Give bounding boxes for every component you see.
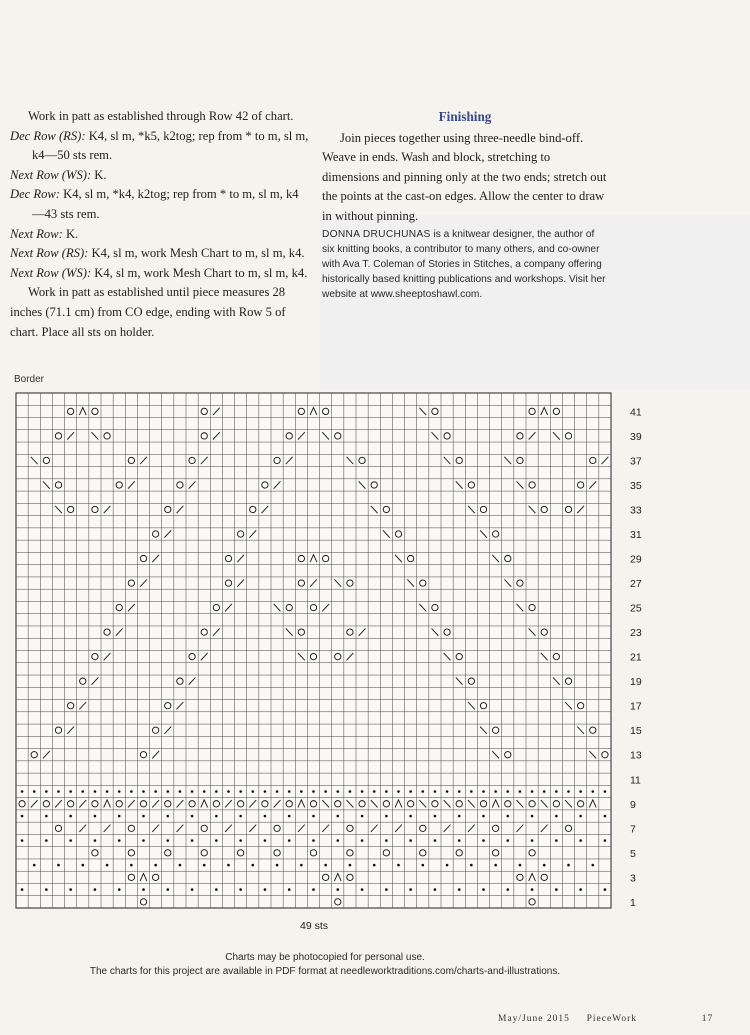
row-number-label: 29 (630, 553, 642, 566)
purl-dot-symbol (543, 790, 546, 793)
purl-dot-symbol (118, 790, 121, 793)
purl-dot-symbol (555, 815, 558, 818)
row-number-label: 21 (630, 651, 642, 664)
purl-dot-symbol (288, 815, 291, 818)
purl-dot-symbol (264, 839, 267, 842)
finishing-text: Join pieces together using three-needle bind-off. Weave in ends. Wash and block, stretching to dimensions and pinning only at the two ends; stretch out the points at the cast-on edges. Allow the center to draw in without pinning. (322, 130, 607, 223)
purl-dot-symbol (94, 815, 97, 818)
purl-dot-symbol (264, 888, 267, 891)
purl-dot-symbol (409, 888, 412, 891)
purl-dot-symbol (94, 888, 97, 891)
row-number-label: 3 (630, 872, 636, 885)
purl-dot-symbol (579, 790, 582, 793)
purl-dot-symbol (336, 839, 339, 842)
purl-dot-symbol (494, 790, 497, 793)
purl-dot-symbol (142, 888, 145, 891)
purl-dot-symbol (69, 790, 72, 793)
magazine-name: PieceWork (586, 1014, 638, 1024)
purl-dot-symbol (45, 790, 48, 793)
purl-dot-symbol (385, 888, 388, 891)
purl-dot-symbol (531, 790, 534, 793)
purl-dot-symbol (604, 790, 607, 793)
purl-dot-symbol (130, 790, 133, 793)
purl-dot-symbol (324, 864, 327, 867)
purl-dot-symbol (567, 790, 570, 793)
purl-dot-symbol (45, 815, 48, 818)
instruction-next-row-ws2: Next Row (WS): K4, sl m, work Mesh Chart to m, sl m, k4. (10, 265, 308, 280)
purl-dot-symbol (264, 790, 267, 793)
purl-dot-symbol (458, 790, 461, 793)
purl-dot-symbol (458, 815, 461, 818)
purl-dot-symbol (239, 888, 242, 891)
purl-dot-symbol (409, 839, 412, 842)
purl-dot-symbol (215, 888, 218, 891)
purl-dot-symbol (142, 790, 145, 793)
purl-dot-symbol (482, 790, 485, 793)
purl-dot-symbol (94, 790, 97, 793)
purl-dot-symbol (179, 864, 182, 867)
purl-dot-symbol (336, 815, 339, 818)
purl-dot-symbol (21, 815, 24, 818)
purl-dot-symbol (312, 888, 315, 891)
purl-dot-symbol (543, 864, 546, 867)
purl-dot-symbol (397, 864, 400, 867)
row-number-label: 1 (630, 896, 636, 909)
purl-dot-symbol (312, 790, 315, 793)
purl-dot-symbol (506, 839, 509, 842)
purl-dot-symbol (604, 815, 607, 818)
purl-dot-symbol (555, 790, 558, 793)
purl-dot-symbol (482, 888, 485, 891)
purl-dot-symbol (458, 839, 461, 842)
purl-dot-symbol (385, 839, 388, 842)
purl-dot-symbol (191, 888, 194, 891)
purl-dot-symbol (288, 790, 291, 793)
purl-dot-symbol (191, 815, 194, 818)
purl-dot-symbol (434, 790, 437, 793)
purl-dot-symbol (446, 864, 449, 867)
purl-dot-symbol (69, 815, 72, 818)
purl-dot-symbol (142, 815, 145, 818)
purl-dot-symbol (69, 888, 72, 891)
purl-dot-symbol (482, 839, 485, 842)
purl-dot-symbol (288, 888, 291, 891)
purl-dot-symbol (336, 888, 339, 891)
purl-dot-symbol (203, 790, 206, 793)
purl-dot-symbol (276, 864, 279, 867)
designer-bio: DONNA DRUCHUNAS is a knitwear designer, the author of six knitting books, a contributor to many others, and co-owner with Ava T. Coleman of Stories in Stitches, a company offering historically based knitting publications and workshops. Visit her website at www.sheeptoshawl.com. (322, 228, 606, 301)
purl-dot-symbol (142, 839, 145, 842)
purl-dot-symbol (458, 888, 461, 891)
purl-dot-symbol (179, 790, 182, 793)
purl-dot-symbol (69, 839, 72, 842)
instruction-dec-row-rs: Dec Row (RS): K4, sl m, *k5, k2tog; rep from * to m, sl m, k4—50 sts rem. (10, 128, 309, 163)
purl-dot-symbol (81, 864, 84, 867)
purl-dot-symbol (57, 864, 60, 867)
purl-dot-symbol (300, 864, 303, 867)
purl-dot-symbol (312, 839, 315, 842)
purl-dot-symbol (264, 815, 267, 818)
purl-dot-symbol (276, 790, 279, 793)
purl-dot-symbol (239, 790, 242, 793)
purl-dot-symbol (166, 888, 169, 891)
purl-dot-symbol (421, 790, 424, 793)
row-number-label: 5 (630, 847, 636, 860)
purl-dot-symbol (45, 839, 48, 842)
purl-dot-symbol (215, 815, 218, 818)
row-number-label: 23 (630, 627, 642, 640)
instruction-next-row-ws: Next Row (WS): K. (10, 167, 107, 182)
purl-dot-symbol (21, 888, 24, 891)
purl-dot-symbol (154, 790, 157, 793)
purl-dot-symbol (434, 839, 437, 842)
purl-dot-symbol (470, 790, 473, 793)
purl-dot-symbol (397, 790, 400, 793)
purl-dot-symbol (506, 790, 509, 793)
purl-dot-symbol (21, 790, 24, 793)
purl-dot-symbol (361, 790, 364, 793)
purl-dot-symbol (519, 864, 522, 867)
purl-dot-symbol (470, 864, 473, 867)
purl-dot-symbol (349, 864, 352, 867)
purl-dot-symbol (227, 790, 230, 793)
row-number-label: 27 (630, 578, 642, 591)
row-number-label: 9 (630, 798, 636, 811)
purl-dot-symbol (604, 839, 607, 842)
purl-dot-symbol (118, 839, 121, 842)
purl-dot-symbol (385, 790, 388, 793)
purl-dot-symbol (361, 815, 364, 818)
page-footer (498, 1014, 728, 1024)
purl-dot-symbol (215, 790, 218, 793)
purl-dot-symbol (21, 839, 24, 842)
row-number-label: 25 (630, 602, 642, 615)
purl-dot-symbol (531, 888, 534, 891)
purl-dot-symbol (555, 888, 558, 891)
purl-dot-symbol (434, 888, 437, 891)
purl-dot-symbol (288, 839, 291, 842)
purl-dot-symbol (312, 815, 315, 818)
purl-dot-symbol (421, 864, 424, 867)
purl-dot-symbol (361, 888, 364, 891)
purl-dot-symbol (434, 815, 437, 818)
purl-dot-symbol (591, 864, 594, 867)
purl-dot-symbol (531, 815, 534, 818)
purl-dot-symbol (118, 815, 121, 818)
purl-dot-symbol (591, 790, 594, 793)
purl-dot-symbol (555, 839, 558, 842)
row-number-label: 35 (630, 479, 642, 492)
row-number-label: 13 (630, 749, 642, 762)
purl-dot-symbol (506, 888, 509, 891)
purl-dot-symbol (531, 839, 534, 842)
stitch-count-label: 49 sts (300, 920, 329, 932)
purl-dot-symbol (154, 864, 157, 867)
purl-dot-symbol (482, 815, 485, 818)
row-number-label: 11 (630, 774, 641, 787)
purl-dot-symbol (336, 790, 339, 793)
row-number-label: 15 (630, 725, 642, 738)
finishing-heading: Finishing (438, 109, 492, 124)
purl-dot-symbol (239, 839, 242, 842)
purl-dot-symbol (494, 864, 497, 867)
purl-dot-symbol (33, 790, 36, 793)
instruction-next-row-rs2: Next Row (RS): K4, sl m, work Mesh Chart to m, sl m, k4. (10, 246, 305, 261)
instruction-p1: Work in patt as established through Row 42 of chart. (28, 109, 294, 123)
purl-dot-symbol (409, 815, 412, 818)
purl-dot-symbol (191, 790, 194, 793)
instruction-next-row: Next Row: K. (10, 226, 79, 241)
purl-dot-symbol (166, 815, 169, 818)
row-number-label: 33 (630, 504, 642, 517)
purl-dot-symbol (45, 888, 48, 891)
row-number-label: 39 (630, 430, 642, 443)
chart-notes (0, 951, 650, 979)
purl-dot-symbol (94, 839, 97, 842)
instruction-final: Work in patt as established until piece measures 28 inches (71.1 cm) from CO edge, ending with Row 5 of chart. Place all sts on holder. (10, 285, 286, 339)
purl-dot-symbol (506, 815, 509, 818)
purl-dot-symbol (361, 839, 364, 842)
purl-dot-symbol (373, 790, 376, 793)
page-number: 17 (701, 1014, 714, 1024)
purl-dot-symbol (33, 864, 36, 867)
purl-dot-symbol (349, 790, 352, 793)
purl-dot-symbol (446, 790, 449, 793)
purl-dot-symbol (579, 815, 582, 818)
purl-dot-symbol (191, 839, 194, 842)
purl-dot-symbol (373, 864, 376, 867)
row-number-label: 17 (630, 700, 642, 713)
row-number-label: 41 (630, 406, 642, 419)
pdf-note: The charts for this project are available in PDF format at needleworktraditions.com/charts-and-illustrations. (89, 966, 561, 977)
row-number-label: 31 (630, 529, 642, 542)
purl-dot-symbol (251, 790, 254, 793)
purl-dot-symbol (251, 864, 254, 867)
purl-dot-symbol (81, 790, 84, 793)
purl-dot-symbol (409, 790, 412, 793)
purl-dot-symbol (567, 864, 570, 867)
purl-dot-symbol (579, 888, 582, 891)
purl-dot-symbol (106, 790, 109, 793)
issue-date: May/June 2015 (498, 1014, 570, 1024)
purl-dot-symbol (579, 839, 582, 842)
purl-dot-symbol (300, 790, 303, 793)
purl-dot-symbol (166, 790, 169, 793)
purl-dot-symbol (604, 888, 607, 891)
purl-dot-symbol (203, 864, 206, 867)
instruction-dec-row: Dec Row: K4, sl m, *k4, k2tog; rep from * to m, sl m, k4—43 sts rem. (10, 187, 299, 221)
purl-dot-symbol (385, 815, 388, 818)
row-number-label: 7 (630, 823, 636, 836)
photocopy-note: Charts may be photocopied for personal use. (225, 952, 425, 963)
purl-dot-symbol (324, 790, 327, 793)
purl-dot-symbol (519, 790, 522, 793)
designer-name: DONNA DRUCHUNAS (322, 228, 431, 240)
purl-dot-symbol (239, 815, 242, 818)
row-number-label: 19 (630, 676, 642, 689)
purl-dot-symbol (215, 839, 218, 842)
row-number-label: 37 (630, 455, 642, 468)
chart-title: Border (14, 374, 45, 385)
purl-dot-symbol (166, 839, 169, 842)
purl-dot-symbol (130, 864, 133, 867)
purl-dot-symbol (57, 790, 60, 793)
purl-dot-symbol (227, 864, 230, 867)
purl-dot-symbol (106, 864, 109, 867)
purl-dot-symbol (118, 888, 121, 891)
